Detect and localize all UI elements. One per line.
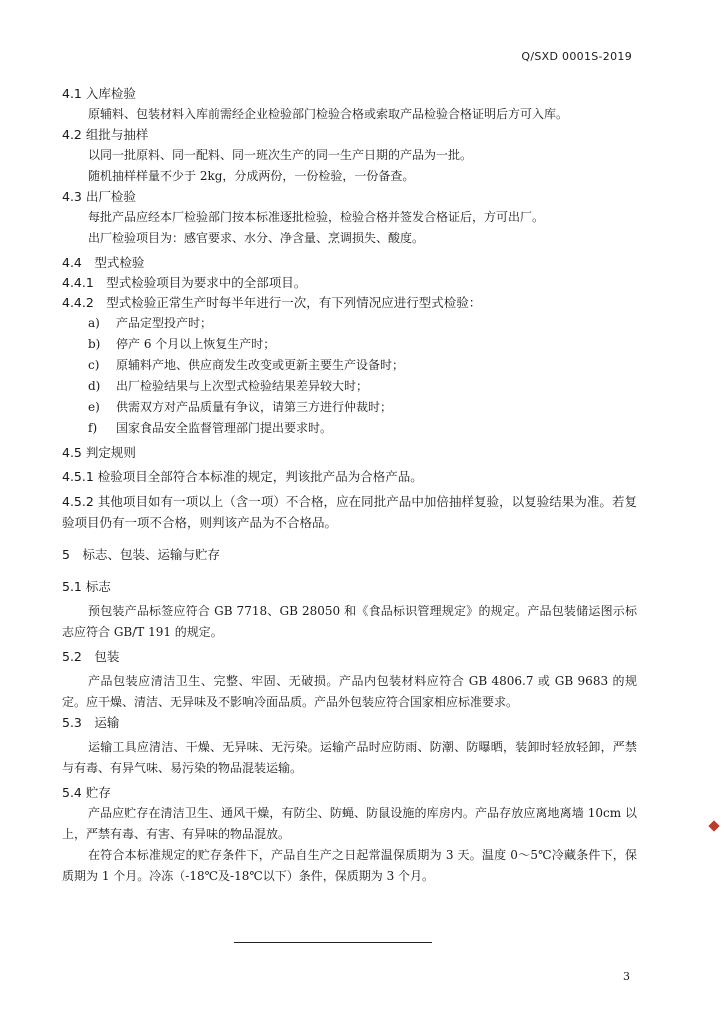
- scan-margin-mark: [708, 820, 719, 831]
- list-item: e) 供需双方对产品质量有争议，请第三方进行仲裁时；: [88, 400, 393, 414]
- section-5-4-heading: 5.4 贮存: [62, 785, 111, 800]
- section-5-4-para-2: 在符合本标准规定的贮存条件下，产品自生产之日起常温保质期为 3 天。温度 0～5℃冷藏条件下，保质期为 1 个月。冷冻（-18℃及-18℃以下）条件，保质期为 3 个月。: [62, 848, 637, 883]
- section-4-2-para-2: 随机抽样样量不少于 2kg，分成两份，一份检验，一份备查。: [88, 169, 415, 183]
- section-5-3-text: 运输工具应清洁、干燥、无异味、无污染。运输产品时应防雨、防潮、防曝晒，装卸时轻放轻卸，严禁与有毒、有异气味、易污染的物品混装运输。: [62, 740, 637, 775]
- section-4-1-heading: 4.1 入库检验: [62, 86, 136, 101]
- section-4-1-text: 原辅料、包装材料入库前需经企业检验部门检验合格或索取产品检验合格证明后方可入库。: [88, 107, 569, 121]
- section-5-1-heading: 5.1 标志: [62, 579, 111, 594]
- section-4-3-para-2: 出厂检验项目为：感官要求、水分、净含量、烹调损失、酸度。: [88, 231, 425, 245]
- section-5-2-heading: 5.2 包装: [62, 649, 120, 664]
- section-5-heading: 5 标志、包装、运输与贮存: [62, 547, 220, 562]
- list-item: b) 停产 6 个月以上恢复生产时；: [88, 337, 276, 351]
- section-5-3-heading: 5.3 运输: [62, 715, 120, 730]
- section-5-4-para-1: 产品应贮存在清洁卫生、通风干燥，有防尘、防蝇、防鼠设施的库房内。产品存放应离地离墙 10cm 以上，严禁有毒、有害、有异味的物品混放。: [62, 806, 637, 841]
- section-4-4-1: 4.4.1 型式检验项目为要求中的全部项目。: [62, 275, 307, 290]
- standard-code: Q/SXD 0001S-2019: [521, 50, 632, 63]
- section-4-2-para-1: 以同一批原料、同一配料、同一班次生产的同一生产日期的产品为一批。: [88, 148, 473, 162]
- document-body: [62, 84, 637, 887]
- section-4-4-2: 4.4.2 型式检验正常生产时每半年进行一次，有下列情况应进行型式检验：: [62, 295, 482, 310]
- section-4-5-1: 4.5.1 检验项目全部符合本标准的规定，判该批产品为合格产品。: [62, 469, 423, 484]
- footer-rule: [234, 942, 432, 943]
- inspection-conditions-list: [62, 313, 637, 439]
- section-4-2-heading: 4.2 组批与抽样: [62, 127, 149, 142]
- list-item: a) 产品定型投产时；: [88, 316, 213, 330]
- list-item: c) 原辅料产地、供应商发生改变或更新主要生产设备时；: [88, 358, 405, 372]
- section-4-3-heading: 4.3 出厂检验: [62, 189, 136, 204]
- section-5-2-text: 产品包装应清洁卫生、完整、牢固、无破损。产品内包装材料应符合 GB 4806.7 或 GB 9683 的规定。应干燥、清洁、无异味及不影响冷面品质。产品外包装应符合国家相应标准要求。: [62, 674, 637, 709]
- list-item: d) 出厂检验结果与上次型式检验结果差异较大时；: [88, 379, 369, 393]
- section-4-4-heading: 4.4 型式检验: [62, 255, 145, 270]
- section-5-1-text: 预包装产品标签应符合 GB 7718、GB 28050 和《食品标识管理规定》的规定。产品包装储运图示标志应符合 GB/T 191 的规定。: [62, 604, 637, 639]
- section-4-5-heading: 4.5 判定规则: [62, 445, 136, 460]
- list-item: f) 国家食品安全监督管理部门提出要求时。: [88, 421, 333, 435]
- page-number: 3: [623, 970, 630, 983]
- section-4-5-2: 4.5.2 其他项目如有一项以上（含一项）不合格，应在同批产品中加倍抽样复验，以复验结果为准。若复验项目仍有一项不合格，则判该产品为不合格品。: [62, 494, 637, 530]
- section-4-3-para-1: 每批产品应经本厂检验部门按本标准逐批检验，检验合格并签发合格证后，方可出厂。: [88, 210, 545, 224]
